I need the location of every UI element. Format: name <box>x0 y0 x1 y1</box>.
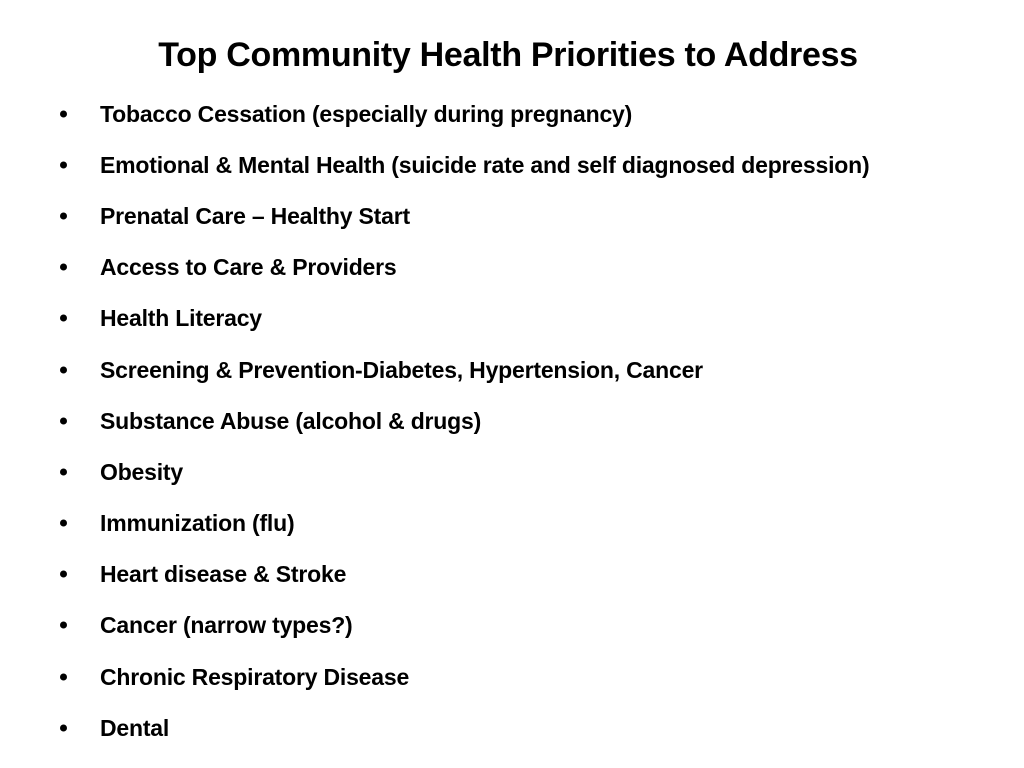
list-item-text: Access to Care & Providers <box>100 254 397 281</box>
list-item <box>56 88 996 139</box>
list-item <box>56 651 996 702</box>
list-item <box>56 139 996 190</box>
list-item <box>56 242 996 293</box>
bullet-icon <box>60 571 67 578</box>
list-item-text: Obesity <box>100 458 183 485</box>
bullet-icon <box>60 366 67 373</box>
list-item <box>56 293 996 344</box>
list-item-text: Dental <box>100 714 170 741</box>
list-item <box>56 498 996 549</box>
list-item-text: Chronic Respiratory Disease <box>100 663 410 690</box>
list-item-text: Health Literacy <box>100 305 262 332</box>
list-item <box>56 600 996 651</box>
list-item <box>56 190 996 241</box>
bullet-icon <box>60 315 67 322</box>
list-item <box>56 446 996 497</box>
priority-list <box>56 88 996 753</box>
bullet-icon <box>60 520 67 527</box>
bullet-icon <box>60 622 67 629</box>
list-item <box>56 702 996 753</box>
bullet-icon <box>60 212 67 219</box>
bullet-icon <box>60 724 67 731</box>
list-item <box>56 395 996 446</box>
list-item-text: Immunization (flu) <box>100 510 295 537</box>
slide-title: Top Community Health Priorities to Address <box>158 36 858 74</box>
bullet-icon <box>60 673 67 680</box>
list-item-text: Substance Abuse (alcohol & drugs) <box>100 407 482 434</box>
bullet-icon <box>60 110 67 117</box>
list-item-text: Tobacco Cessation (especially during pregnancy) <box>100 100 633 127</box>
bullet-icon <box>60 417 67 424</box>
bullet-icon <box>60 264 67 271</box>
bullet-icon <box>60 468 67 475</box>
list-item-text: Screening & Prevention-Diabetes, Hypertension, Cancer <box>100 356 703 383</box>
list-item <box>56 344 996 395</box>
list-item-text: Cancer (narrow types?) <box>100 612 353 639</box>
list-item-text: Heart disease & Stroke <box>100 561 347 588</box>
list-item-text: Emotional & Mental Health (suicide rate and self diagnosed depression) <box>100 151 870 178</box>
list-item-text: Prenatal Care – Healthy Start <box>100 202 410 229</box>
list-item <box>56 549 996 600</box>
bullet-icon <box>60 161 67 168</box>
